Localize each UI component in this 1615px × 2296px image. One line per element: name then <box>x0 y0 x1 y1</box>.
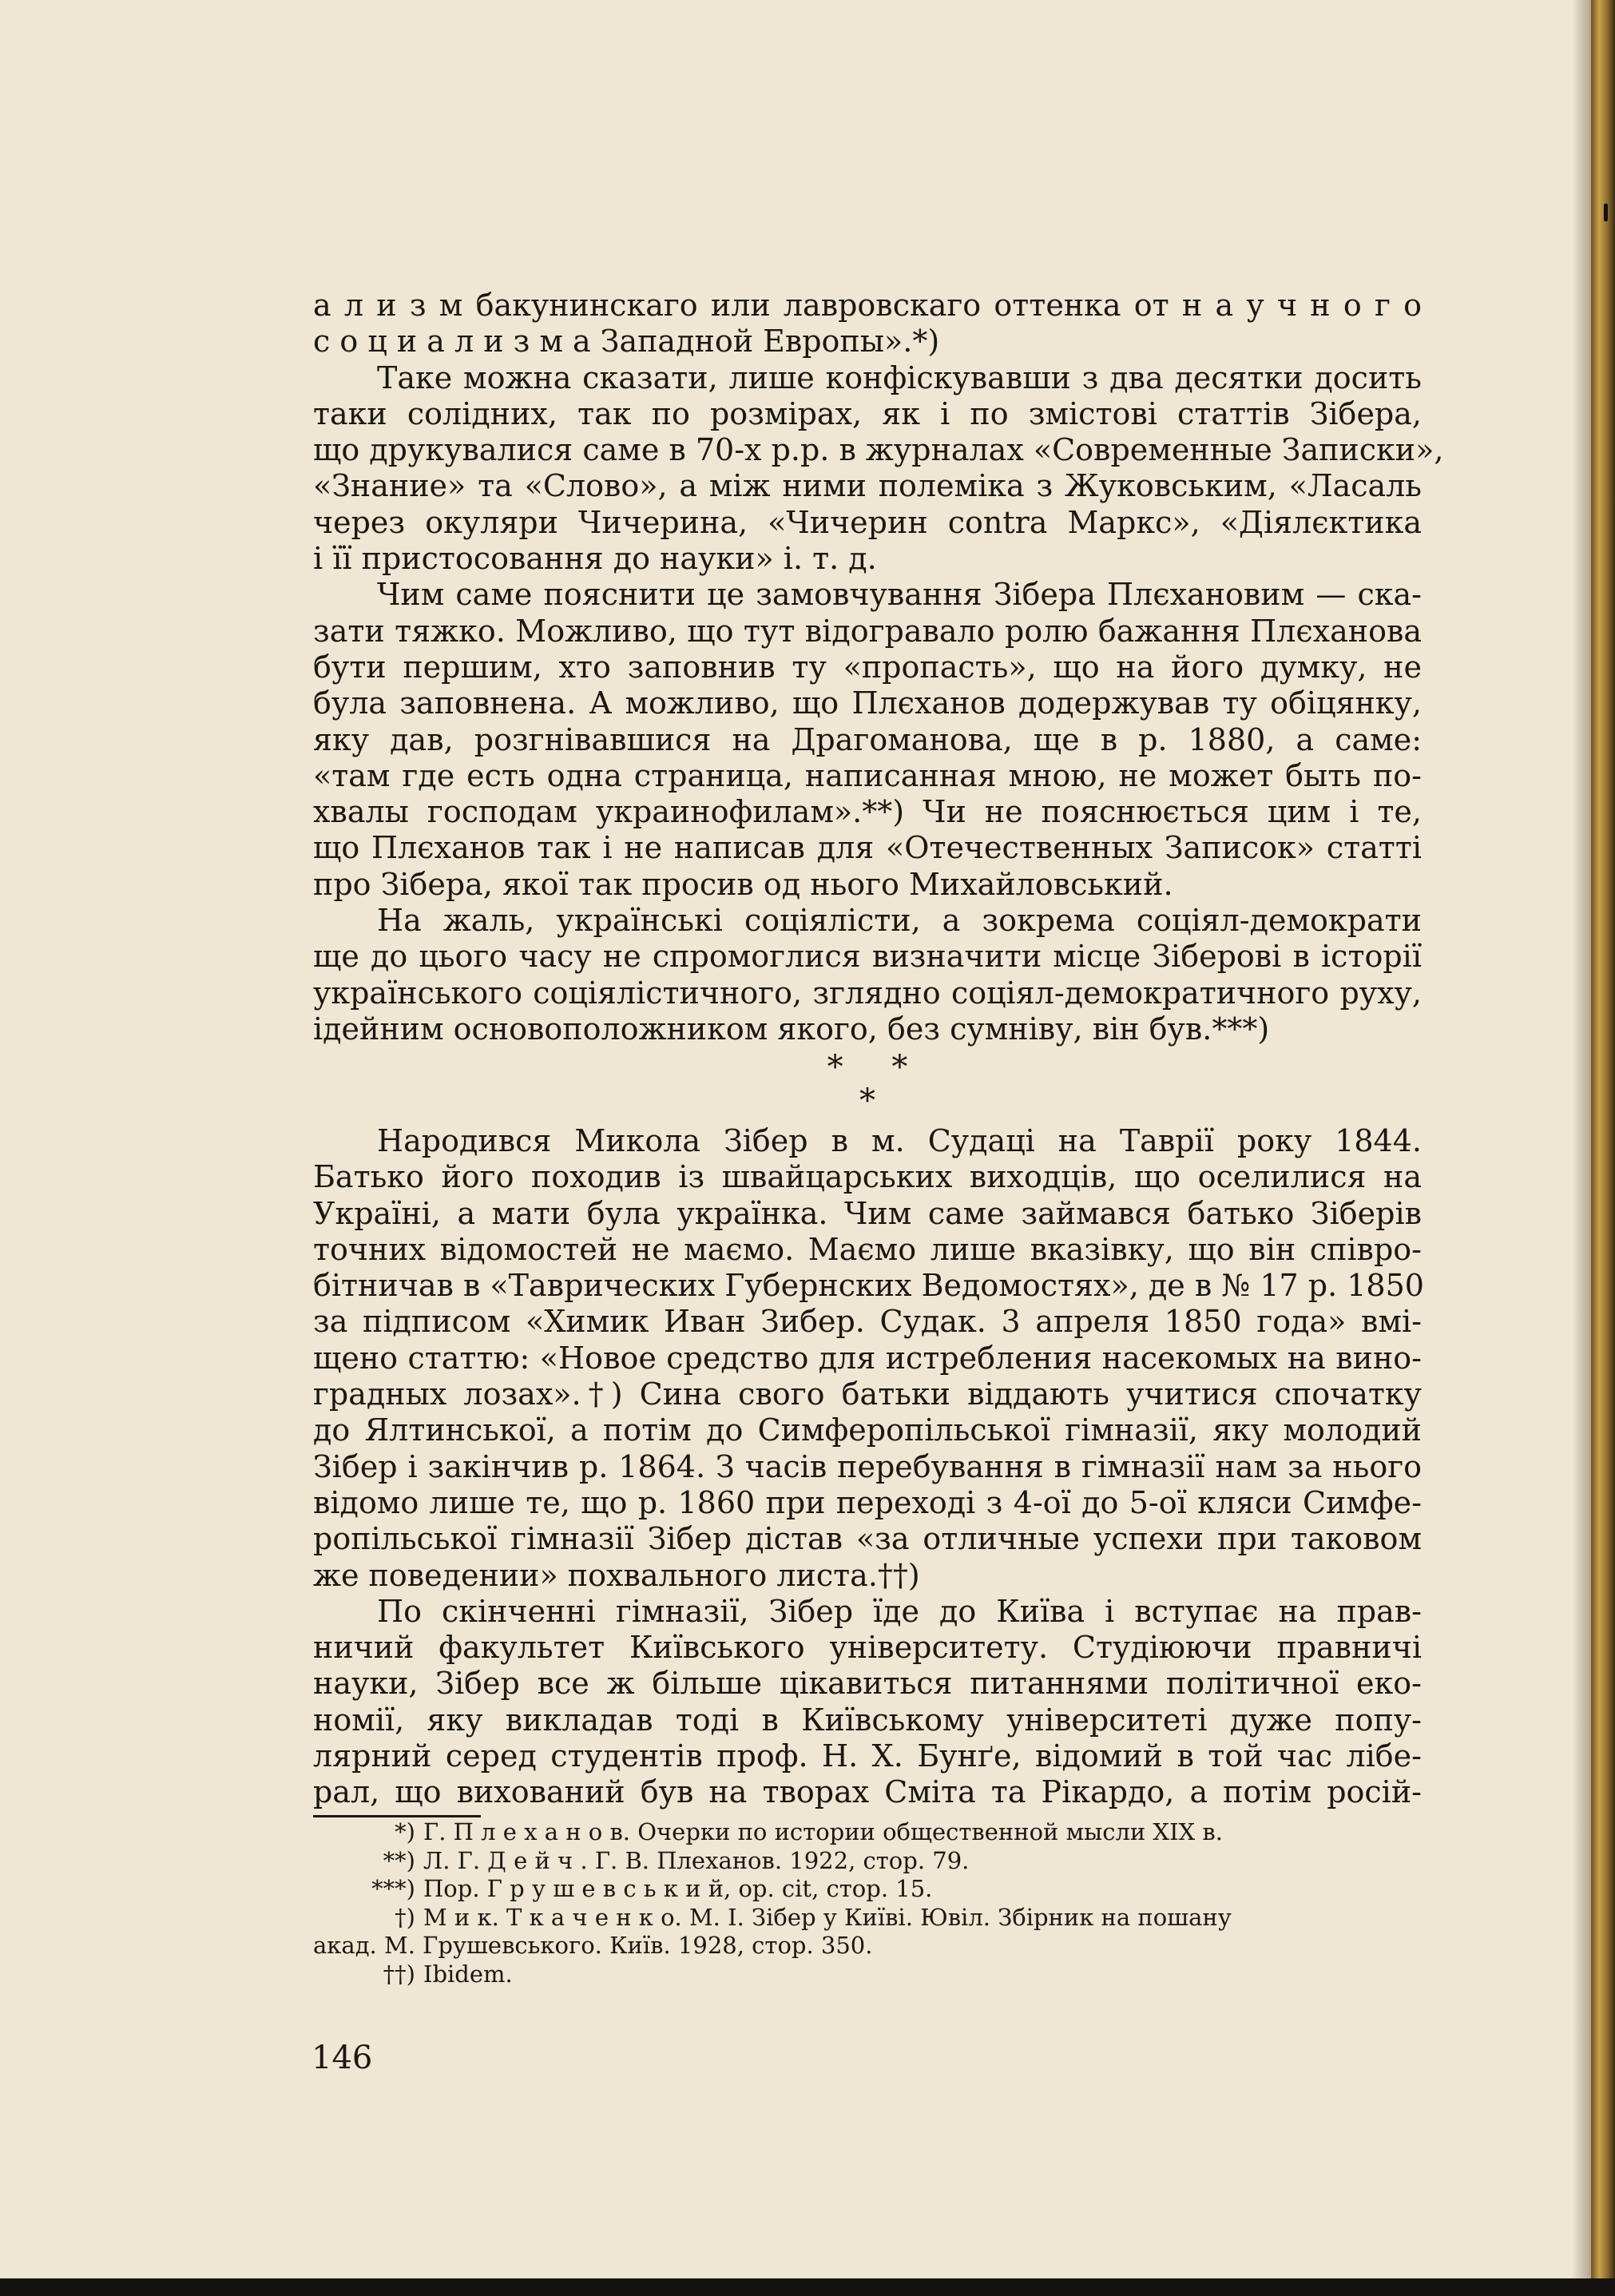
footnote-text: Ibidem. <box>423 1960 513 1988</box>
text-line: рал, що вихований був на творах Сміта та Рікардо, а потім росій- <box>313 1774 1422 1810</box>
book-edge <box>1591 0 1615 2296</box>
footnote-text: М и к. Т к а ч е н к о. М. І. Зібер у Київі. Ювіл. Збірник на пошану <box>423 1903 1232 1931</box>
text-line: На жаль, українські соціялісти, а зокрема соціял-демократи <box>377 903 1422 939</box>
footnote-rule <box>313 1815 481 1817</box>
text-line: відомо лише те, що р. 1860 при переході з 4-ої до 5-ої кляси Симфе- <box>313 1484 1422 1520</box>
text-line: Батько його походив із швайцарських виходців, що оселилися на <box>313 1159 1422 1195</box>
footnote-text: Л. Г. Д е й ч . Г. В. Плеханов. 1922, стор. 79. <box>423 1846 970 1874</box>
text-line: точних відомостей не маємо. Маємо лише вказівку, що він співро- <box>313 1231 1422 1267</box>
footnote-mark: ††) <box>383 1960 415 1988</box>
footnote <box>313 1875 1422 1904</box>
text-line: лярний серед студентів проф. Н. Х. Бунґе, відомий в той час лібе- <box>313 1738 1422 1774</box>
text-line: ничий факультет Київського університету. Студіюючи правничі <box>313 1630 1422 1666</box>
footnote-mark: †) <box>395 1903 415 1931</box>
footnote-mark: ***) <box>371 1875 415 1902</box>
text-line: с о ц и а л и з м а Западной Европы».*) <box>313 324 940 359</box>
edge-mark <box>1604 204 1608 221</box>
text-line: науки, Зібер все ж більше цікавиться питаннями політичної еко- <box>313 1666 1422 1702</box>
text-line: Чим саме пояснити це замовчування Зібера Плєхановим — ска- <box>377 577 1422 613</box>
text-line: яку дав, розгнівавшися на Драгоманова, ще в р. 1880, а саме: <box>313 721 1422 757</box>
footnote-mark: *) <box>395 1818 415 1845</box>
text-line: Україні, а мати була українка. Чим саме займався батько Зіберів <box>313 1195 1422 1231</box>
section-divider-star: * <box>859 1082 875 1119</box>
footnote-continuation <box>313 1932 1422 1960</box>
text-line: про Зібера, якої так просив од нього Михайловський. <box>313 866 1173 902</box>
text-line: що друкувалися саме в 70-х р.р. в журналах «Современные Записки», <box>313 432 1444 468</box>
footnote-text: Г. П л е х а н о в. Очерки по истории общественной мысли XIX в. <box>423 1818 1223 1845</box>
text-line: за підписом «Химик Иван Зибер. Судак. 3 апреля 1850 года» вмі- <box>313 1304 1422 1340</box>
text-line: була заповнена. А можливо, що Плєханов додержував ту обіцянку, <box>313 685 1422 721</box>
main-text-section-2 <box>313 1123 1422 1811</box>
text-line: що Плєханов так і не написав для «Отечественных Записок» статті <box>313 830 1422 866</box>
text-line: ідейним основоположником якого, без сумніву, він був.***) <box>313 1011 1270 1047</box>
scan-border <box>0 2278 1615 2296</box>
text-line: Зібер і закінчив р. 1864. З часів перебування в гімназії нам за нього <box>313 1448 1422 1484</box>
text-line: же поведении» похвального листа.††) <box>313 1557 920 1593</box>
footnotes <box>313 1818 1422 1988</box>
footnote <box>313 1847 1422 1876</box>
footnote-text: акад. М. Грушевського. Київ. 1928, стор. 350. <box>313 1932 873 1959</box>
text-line: По скінченні гімназії, Зібер їде до Київа і вступає на прав- <box>377 1593 1422 1629</box>
main-text <box>313 288 1444 1047</box>
text-line: хвалы господам украинофилам».**) Чи не пояснюється цим і те, <box>313 794 1422 830</box>
text-line: і її пристосовання до науки» і. т. д. <box>313 541 877 577</box>
page-number: 146 <box>311 2040 373 2076</box>
text-line: бути першим, хто заповнив ту «пропасть», що на його думку, не <box>313 649 1422 685</box>
text-line: через окуляри Чичерина, «Чичерин contra Маркс», «Діялєктика <box>313 504 1422 540</box>
text-line: щено статтю: «Новое средство для истребления насекомых на вино- <box>313 1340 1422 1376</box>
page-gutter-shadow <box>1572 0 1591 2278</box>
footnote <box>313 1818 1422 1847</box>
footnote-text: Пор. Г р у ш е в с ь к и й, op. cit, стор. 15. <box>423 1875 933 1902</box>
text-line: ще до цього часу не спромоглися визначити місце Зіберові в історії <box>313 939 1422 975</box>
text-line: до Ялтинської, а потім до Симферопільської гімназії, яку молодий <box>313 1412 1422 1448</box>
text-line: градных лозах».†) Сина свого батьки віддають учитися спочатку <box>313 1376 1422 1412</box>
text-line: «там где есть одна страница, написанная мною, не может быть по- <box>313 757 1422 793</box>
text-line: українського соціялістичного, зглядно соціял-демократичного руху, <box>313 975 1422 1011</box>
footnote <box>313 1960 1422 1989</box>
text-line: номії, яку викладав тоді в Київському університеті дуже попу- <box>313 1702 1422 1738</box>
text-line: Народився Микола Зібер в м. Судаці на Таврії року 1844. <box>377 1123 1422 1158</box>
footnote <box>313 1904 1422 1933</box>
text-line: «Знание» та «Слово», а між ними полеміка з Жуковським, «Ласаль <box>313 468 1422 504</box>
section-divider-stars: * * <box>827 1049 908 1086</box>
text-line: таки солідних, так по розмірах, як і по змістові статтів Зібера, <box>313 395 1422 431</box>
text-line: Таке можна сказати, лише конфіскувавши з два десятки досить <box>377 359 1422 395</box>
text-line: ропільської гімназії Зібер дістав «за отличные успехи при таковом <box>313 1521 1422 1557</box>
text-line: зати тяжко. Можливо, що тут відогравало ролю бажання Плєханова <box>313 613 1422 649</box>
text-line: бітничав в «Таврических Губернских Ведомостях», де в № 17 р. 1850 <box>313 1268 1424 1304</box>
footnote-mark: **) <box>383 1846 415 1874</box>
text-line: а л и з м бакунинскаго или лавровскаго оттенка от н а у ч н о г о <box>313 288 1422 323</box>
